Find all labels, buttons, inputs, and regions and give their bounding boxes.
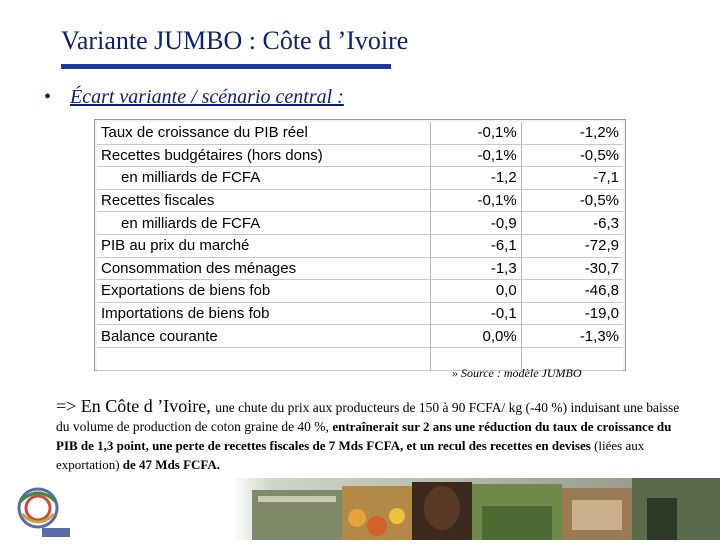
table-row bbox=[97, 280, 623, 303]
row-value-1: -0,1 bbox=[430, 302, 521, 325]
table-row bbox=[97, 257, 623, 280]
table-row bbox=[97, 144, 623, 167]
data-table-frame bbox=[94, 119, 626, 371]
row-value-1: -1,2 bbox=[430, 167, 521, 190]
row-value-2: -1,2% bbox=[521, 122, 623, 144]
paragraph-bold1: entraînerait sur 2 ans une réduction du taux de croissance du PIB de 1,3 point, une perte de recettes fiscales de 7 Mds FCFA, et un recul des recettes en devises bbox=[56, 419, 672, 453]
row-label: Balance courante bbox=[97, 325, 430, 348]
row-value-2: -46,8 bbox=[521, 280, 623, 303]
row-value-1: -0,9 bbox=[430, 212, 521, 235]
row-label bbox=[97, 347, 430, 370]
organization-logo-icon bbox=[12, 484, 72, 538]
table-row bbox=[97, 212, 623, 235]
row-value-1: 0,0 bbox=[430, 280, 521, 303]
source-note: » Source : modèle JUMBO bbox=[452, 366, 582, 380]
table-row bbox=[97, 302, 623, 325]
row-value-2: -6,3 bbox=[521, 212, 623, 235]
paragraph-bold2: de 47 Mds FCFA. bbox=[122, 457, 221, 472]
row-value-2: -7,1 bbox=[521, 167, 623, 190]
paragraph-lead: => En Côte d ’Ivoire, bbox=[56, 396, 216, 416]
row-value-1: -0,1% bbox=[430, 122, 521, 144]
bullet-dot: • bbox=[44, 86, 52, 108]
row-label: Importations de biens fob bbox=[97, 302, 430, 325]
data-table bbox=[97, 122, 623, 371]
bullet-heading bbox=[44, 86, 344, 109]
table-row bbox=[97, 189, 623, 212]
bullet-text: Écart variante / scénario central : bbox=[70, 86, 344, 108]
table-row bbox=[97, 325, 623, 348]
row-label: Exportations de biens fob bbox=[97, 280, 430, 303]
table-row bbox=[97, 122, 623, 144]
row-label: en milliards de FCFA bbox=[97, 167, 430, 190]
photo-strip-image bbox=[232, 478, 720, 540]
row-label: PIB au prix du marché bbox=[97, 234, 430, 257]
table-row bbox=[97, 167, 623, 190]
row-value-1: -0,1% bbox=[430, 189, 521, 212]
row-value-1: -1,3 bbox=[430, 257, 521, 280]
row-value-2: -1,3% bbox=[521, 325, 623, 348]
row-label: Recettes fiscales bbox=[97, 189, 430, 212]
row-value-1: -0,1% bbox=[430, 144, 521, 167]
row-value-1: 0,0% bbox=[430, 325, 521, 348]
row-value-2: -0,5% bbox=[521, 144, 623, 167]
row-value-2: -0,5% bbox=[521, 189, 623, 212]
row-value-2: -19,0 bbox=[521, 302, 623, 325]
row-value-1: -6,1 bbox=[430, 234, 521, 257]
paragraph-part1: une chute du prix aux producteurs de 150 à 90 FCFA/ kg (-40 %) induisant une baisse du volume de production de coton graine de 40 %, bbox=[56, 400, 680, 434]
row-value-2: -30,7 bbox=[521, 257, 623, 280]
row-label: en milliards de FCFA bbox=[97, 212, 430, 235]
row-label: Taux de croissance du PIB réel bbox=[97, 122, 430, 144]
row-label: Consommation des ménages bbox=[97, 257, 430, 280]
paragraph-part2: (liées aux exportation) bbox=[56, 438, 645, 472]
row-value-2: -72,9 bbox=[521, 234, 623, 257]
slide-title: Variante JUMBO : Côte d ’Ivoire bbox=[61, 26, 409, 55]
row-label: Recettes budgétaires (hors dons) bbox=[97, 144, 430, 167]
conclusion-paragraph bbox=[56, 397, 696, 474]
table-row bbox=[97, 234, 623, 257]
title-underline bbox=[61, 64, 391, 69]
